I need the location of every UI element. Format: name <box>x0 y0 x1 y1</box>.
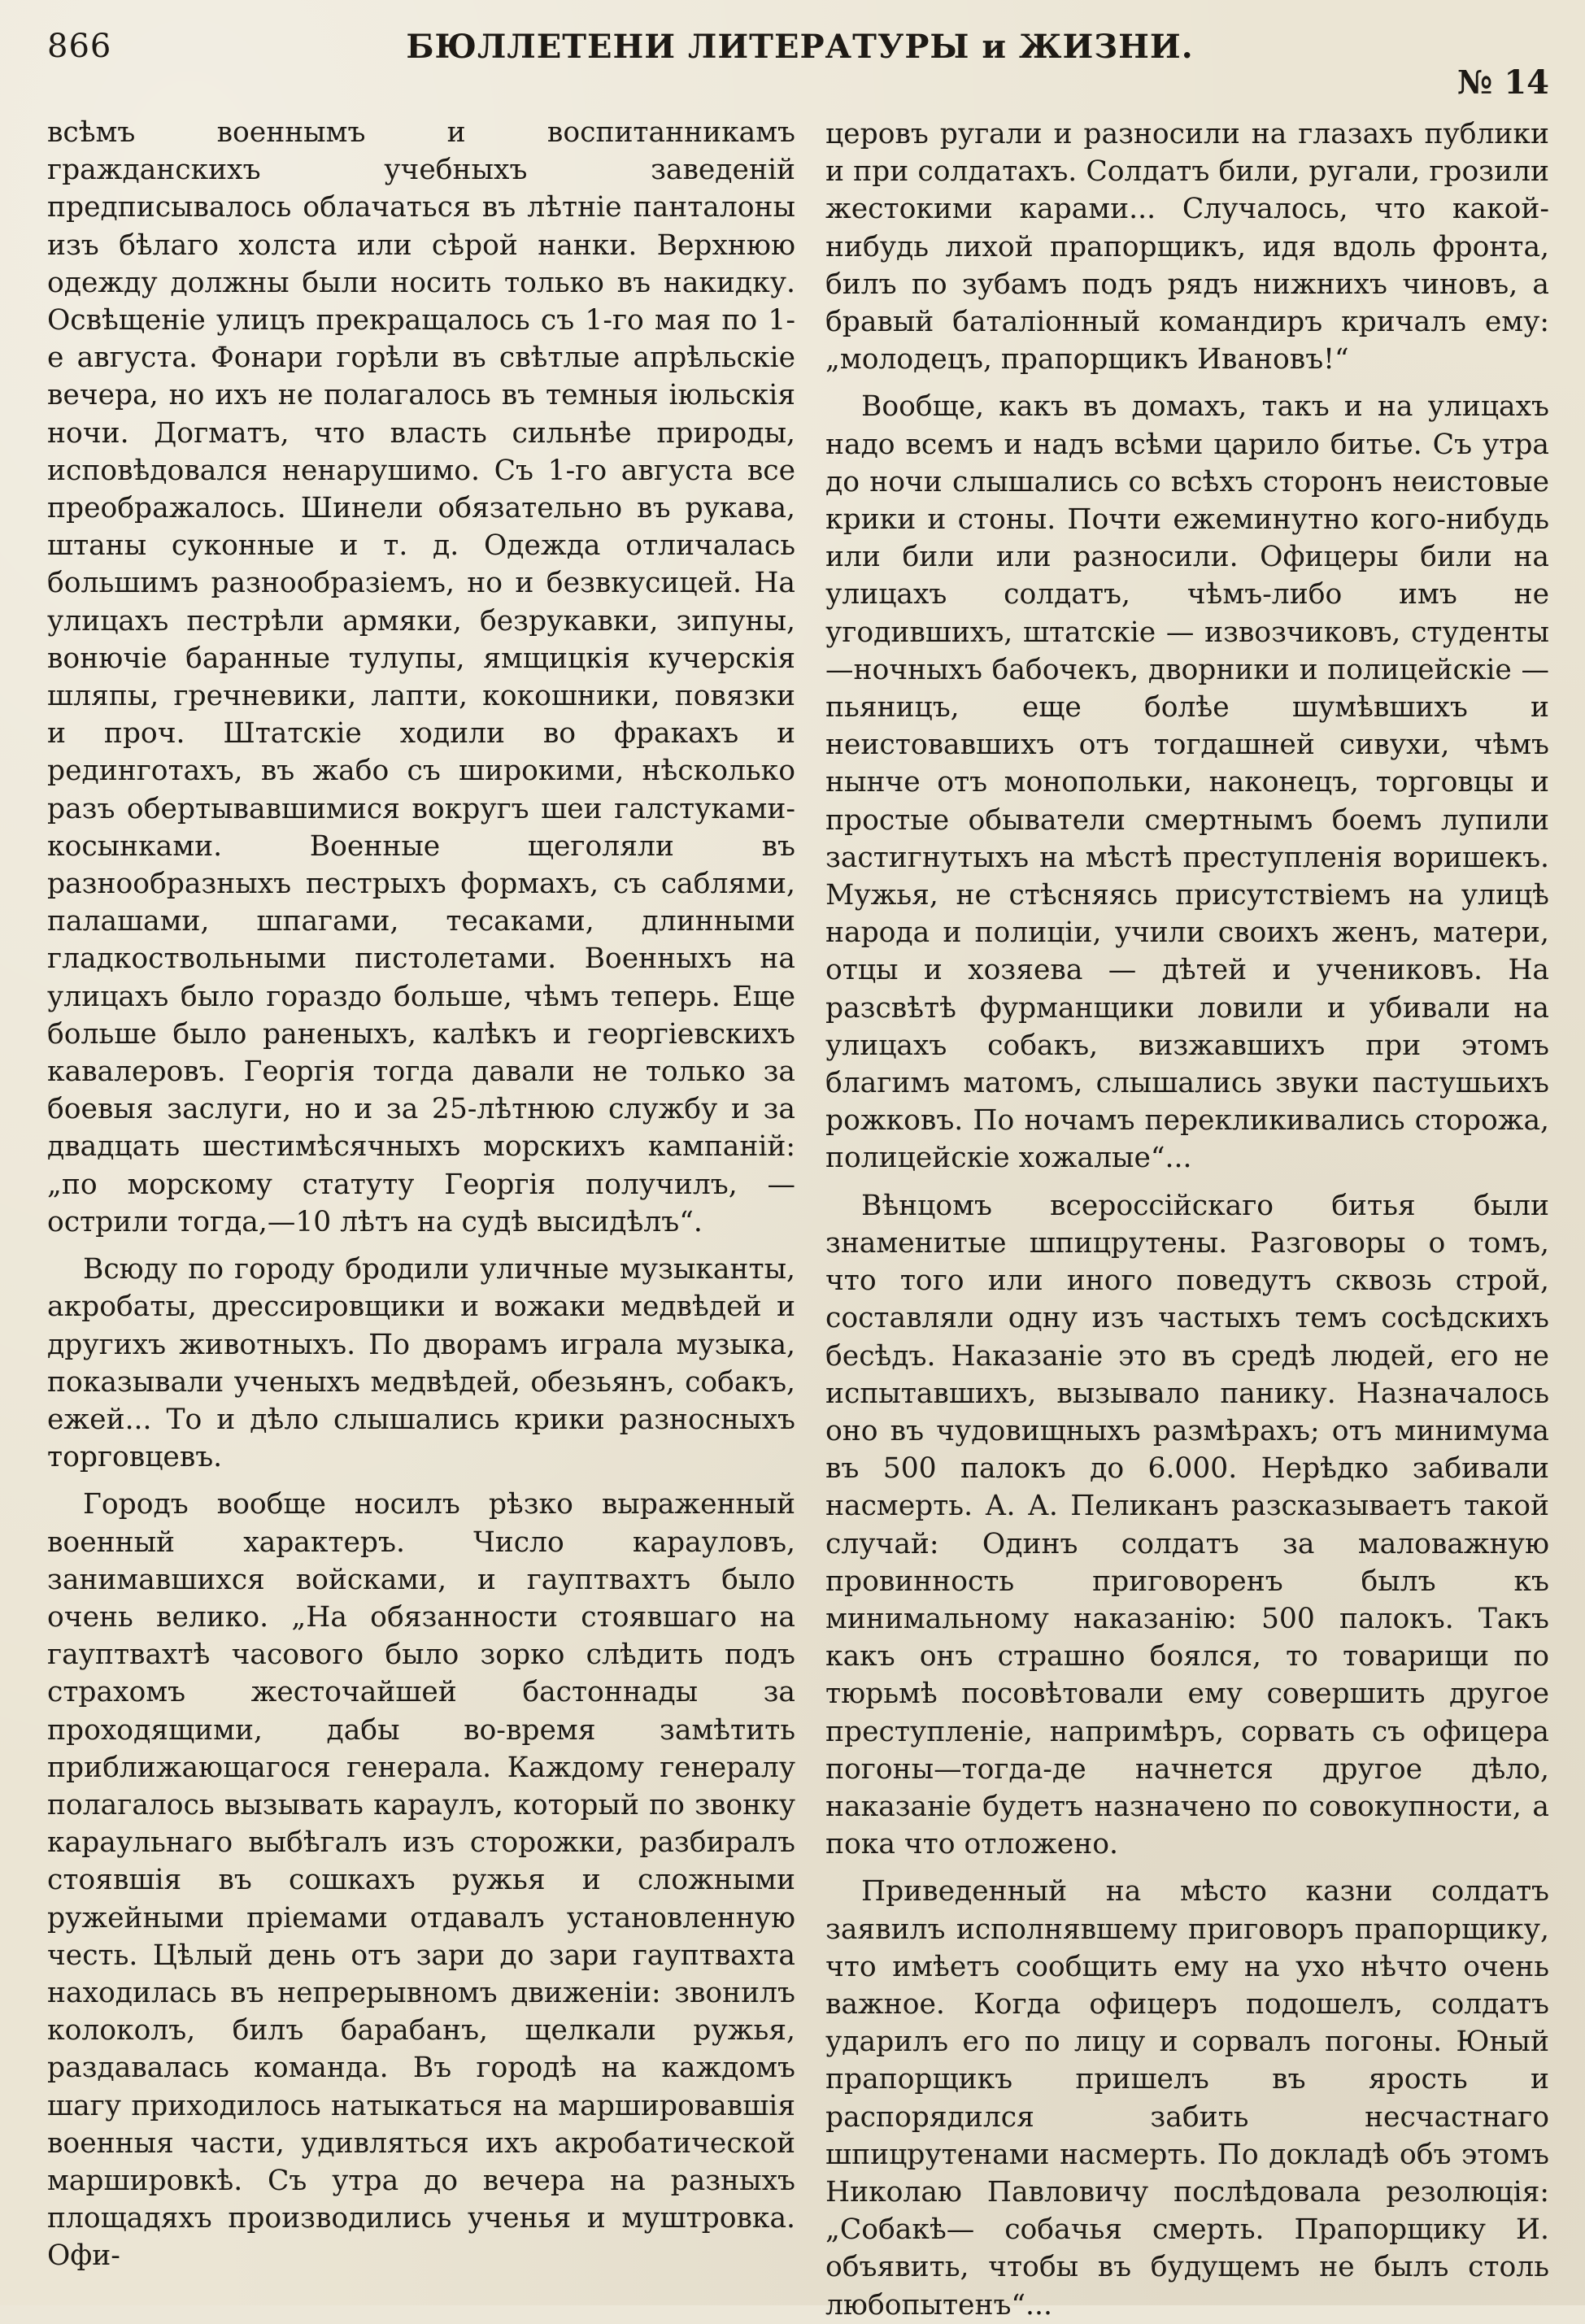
paragraph: церовъ ругали и разносили на глазахъ публики и при солдатахъ. Солдатъ били, ругали, грозили жестокими карами... Случалось, что какой-нибудь лихой прапорщикъ, идя вдоль фронта, билъ по зубамъ подъ рядъ нижнихъ чиновъ, а бравый баталіонный командиръ кричалъ ему: „молодецъ, прапорщикъ Ивановъ!“ <box>825 118 1549 376</box>
paragraph: Городъ вообще носилъ рѣзко выраженный военный характеръ. Число карауловъ, занимавшихся войсками, и гауптвахтъ было очень велико. „На обязанности стоявшаго на гауптвахтѣ часового было зорко слѣдить подъ страхомъ жесточайшей бастоннады за проходящими, дабы во-время замѣтить приближающагося генерала. Каждому генералу полагалось вызывать караулъ, который по звонку караульнаго выбѣгалъ изъ сторожки, разбиралъ стоявшія въ сошкахъ ружья и сложными ружейными пріемами отдавалъ установленную честь. Цѣлый день отъ зари до зари гауптвахта находилась въ непрерывномъ движеніи: звонилъ колоколъ, билъ барабанъ, щелкали ружья, раздавалась команда. Въ городѣ на каждомъ шагу приходилось натыкаться на маршировавшія военныя части, удивляться ихъ акробатической маршировкѣ. Съ утра до вечера на разныхъ площадяхъ производились ученья и муштровка. Офи- <box>47 1488 795 2273</box>
paragraph: Вообще, какъ въ домахъ, такъ и на улицахъ надо всемъ и надъ всѣми царило битье. Съ утра до ночи слышались со всѣхъ сторонъ неистовые крики и стоны. Почти ежеминутно кого-нибудь или били или разносили. Офицеры били на улицахъ солдатъ, чѣмъ-либо имъ не угодившихъ, штатскіе — извозчиковъ, студенты—ночныхъ бабочекъ, дворники и полицейскіе — пьяницъ, еще болѣе шумѣвшихъ и неистовавшихъ отъ тогдашней сивухи, чѣмъ нынче отъ монопольки, наконецъ, торговцы и простые обыватели смертнымъ боемъ лупили застигнутыхъ на мѣстѣ преступленія воришекъ. Мужья, не стѣсняясь присутствіемъ на улицѣ народа и полиціи, учили своихъ женъ, матери, отцы и хозяева — дѣтей и учениковъ. На разсвѣтѣ фурманщики ловили и убивали на улицахъ собакъ, визжавшихъ при этомъ благимъ матомъ, слышались звуки пастушьихъ рожковъ. По ночамъ перекликивались сторожа, полицейскіе хожалые“... <box>825 390 1549 1175</box>
paragraph: Приведенный на мѣсто казни солдатъ заявилъ исполнявшему приговоръ прапорщику, что имѣетъ сообщить ему на ухо нѣчто очень важное. Когда офицеръ подошелъ, солдатъ ударилъ его по лицу и сорвалъ погоны. Юный прапорщикъ пришелъ въ ярость и распорядился забить несчастнаго шпицрутенами насмерть. По докладѣ объ этомъ Николаю Павловичу послѣдовала резолюція: „Собакѣ— собачья смерть. Прапорщику И. объявить, чтобы въ будущемъ не былъ столь любопытенъ“... <box>825 1875 1549 2322</box>
page-number: 866 <box>47 28 112 65</box>
left-column <box>47 114 795 2275</box>
paragraph: всѣмъ военнымъ и воспитанникамъ гражданскихъ учебныхъ заведеній предписывалось облачаться въ лѣтніе панталоны изъ бѣлаго холста или сѣрой нанки. Верхнюю одежду должны были носить только въ накидку. Освѣщеніе улицъ прекращалось съ 1-го мая по 1-е августа. Фонари горѣли въ свѣтлые апрѣльскіе вечера, но ихъ не полагалось въ темныя іюльскія ночи. Догматъ, что власть сильнѣе природы, исповѣдовался ненарушимо. Съ 1-го августа все преображалось. Шинели обязательно въ рукава, штаны суконные и т. д. Одежда отличалась большимъ разнообразіемъ, но и безвкусицей. На улицахъ пестрѣли армяки, безрукавки, зипуны, вонючіе баранные тулупы, ямщицкія кучерскія шляпы, гречневики, лапти, кокошники, повязки и проч. Штатскіе ходили во фракахъ и рединготахъ, въ жабо съ широкими, нѣсколько разъ обертывавшимися вокругъ шеи галстуками-косынками. Военные щеголяли въ разнообразныхъ пестрыхъ формахъ, съ саблями, палашами, шпагами, тесаками, длинными гладкоствольными пистолетами. Военныхъ на улицахъ было гораздо больше, чѣмъ теперь. Еще больше было раненыхъ, калѣкъ и георгіевскихъ кавалеровъ. Георгія тогда давали не только за боевыя заслуги, но и за 25-лѣтнюю службу и за двадцать шестимѣсячныхъ морскихъ кампаній: „по морскому статуту Георгія получилъ, — острили тогда,—10 лѣтъ на судѣ высидѣлъ“. <box>47 116 795 1238</box>
paragraph: Вѣнцомъ всероссійскаго битья были знаменитые шпицрутены. Разговоры о томъ, что того или иного поведутъ сквозь строй, составляли одну изъ частыхъ темъ сосѣдскихъ бесѣдъ. Наказаніе это въ средѣ людей, его не испытавшихъ, вызывало панику. Назначалось оно въ чудовищныхъ размѣрахъ; отъ минимума въ 500 палокъ до 6.000. Нерѣдко забивали насмерть. А. А. Пеликанъ разсказываетъ такой случай: Одинъ солдатъ за маловажную провинность приговоренъ былъ къ минимальному наказанію: 500 палокъ. Такъ какъ онъ страшно боялся, то товарищи по тюрьмѣ посовѣтовали ему совершить другое преступленіе, напримѣръ, сорвать съ офицера погоны—тогда-де начнется другое дѣло, наказаніе будетъ назначено по совокупности, а пока что отложено. <box>825 1189 1549 1861</box>
journal-title: БЮЛЛЕТЕНИ ЛИТЕРАТУРЫ и ЖИЗНИ. <box>406 28 1194 66</box>
page-header <box>47 23 1552 102</box>
paragraph: Всюду по городу бродили уличные музыканты, акробаты, дрессировщики и вожаки медвѣдей и другихъ животныхъ. По дворамъ играла музыка, показывали ученыхъ медвѣдей, обезьянъ, собакъ, ежей... То и дѣло слышались крики разносныхъ торговцевъ. <box>47 1253 795 1474</box>
right-column <box>825 115 1549 2324</box>
issue-number: № 14 <box>1457 63 1549 102</box>
